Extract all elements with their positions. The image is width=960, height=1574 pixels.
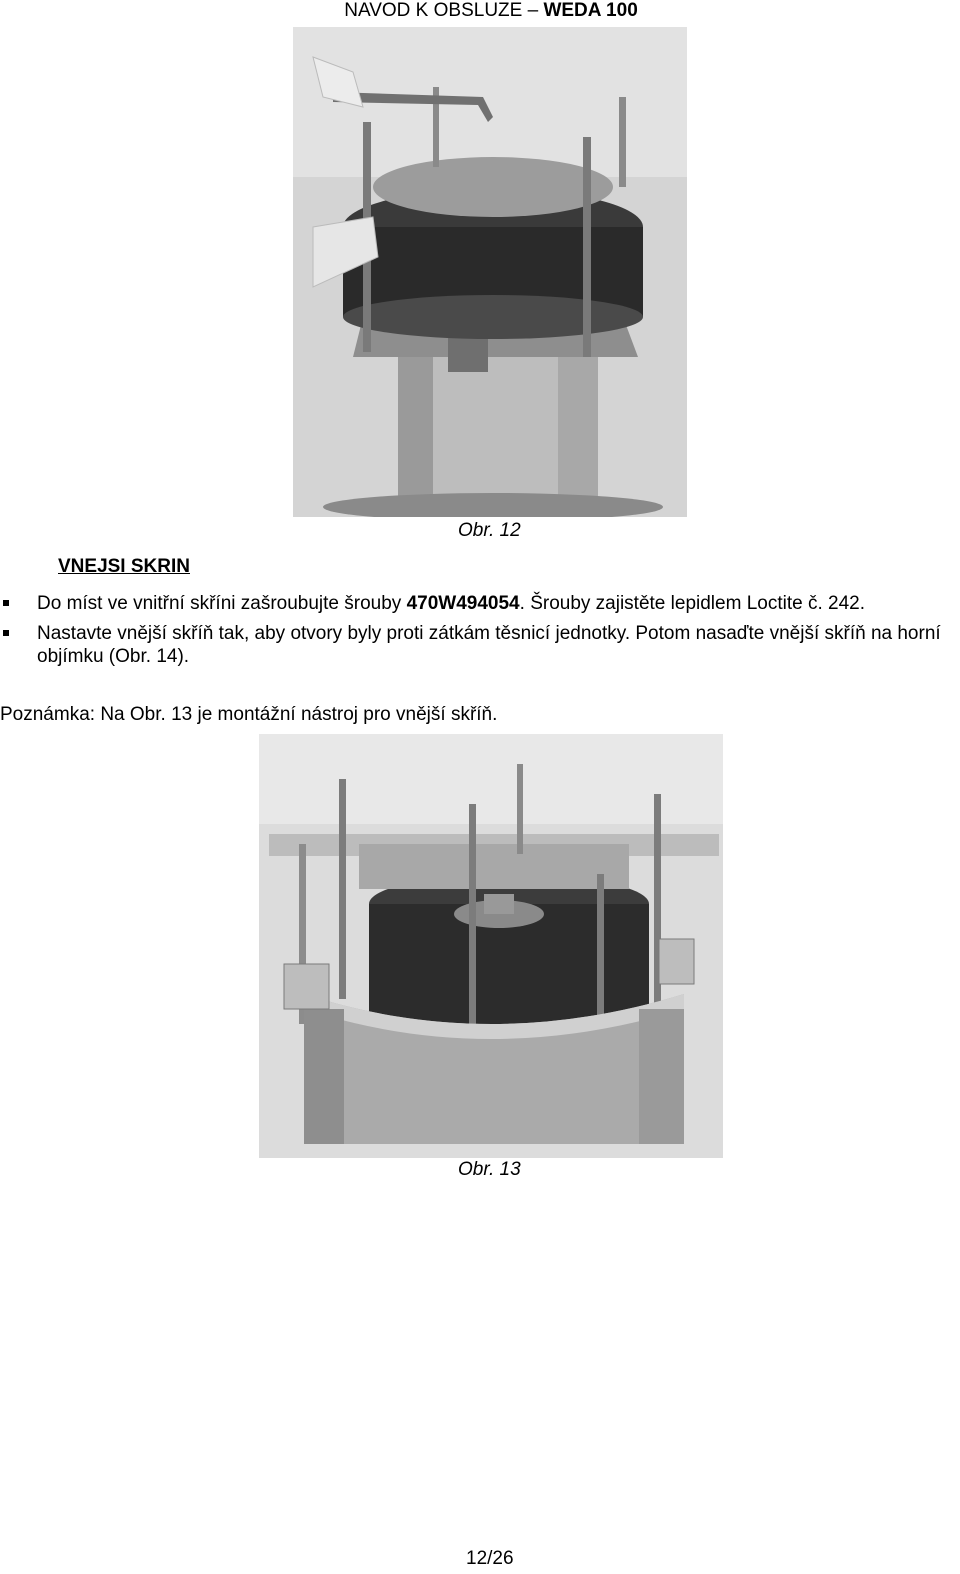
bullet-1-part-number: 470W494054 xyxy=(406,593,520,614)
bullet-square-icon xyxy=(3,600,9,606)
bullet-square-icon xyxy=(3,630,9,636)
bullet-2-text: Nastavte vnější skříň tak, aby otvory byly proti zátkám těsnicí jednotky. Potom nasaďte vnější skříň na horní objímku (Obr. 14). xyxy=(37,623,941,667)
figure-13-photo xyxy=(259,734,723,1158)
mounting-tool-illustration xyxy=(259,734,723,1158)
page-header xyxy=(0,0,960,22)
page-number: 12/26 xyxy=(466,1548,514,1569)
figure-12-caption: Obr. 12 xyxy=(458,520,521,541)
figure-13-caption: Obr. 13 xyxy=(458,1159,521,1180)
bullet-1-text-start: Do míst ve vnitřní skříni zašroubujte šrouby xyxy=(37,593,407,614)
pump-housing-illustration xyxy=(293,27,687,517)
header-title-bold: WEDA 100 xyxy=(543,0,638,21)
bullet-item-2 xyxy=(0,622,960,668)
note-text: Poznámka: Na Obr. 13 je montážní nástroj pro vnější skříň. xyxy=(0,704,498,725)
bullet-1-text-end: . Šrouby zajistěte lepidlem Loctite č. 242. xyxy=(519,593,865,614)
figure-12-photo xyxy=(293,27,687,517)
header-title: NAVOD K OBSLUZE – xyxy=(344,0,544,21)
bullet-item-1 xyxy=(0,592,960,615)
section-title: VNEJSI SKRIN xyxy=(58,556,190,577)
